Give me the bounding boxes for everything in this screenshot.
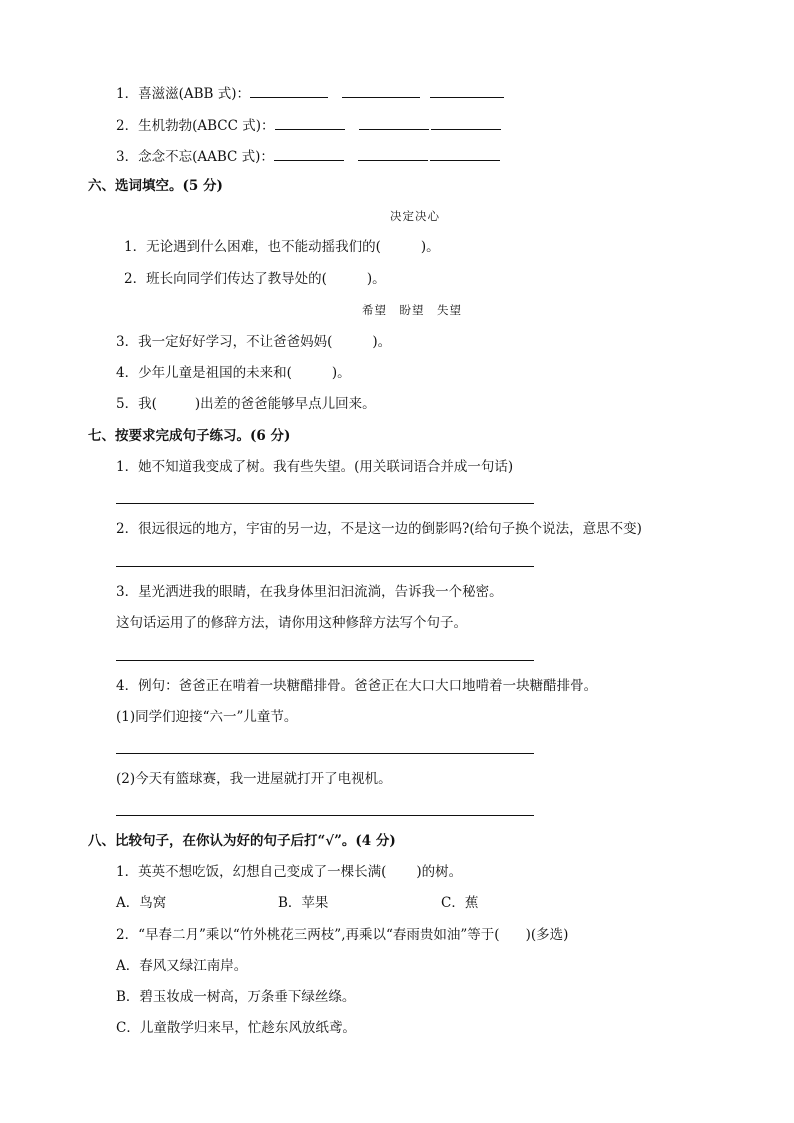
item-label: 1．喜滋滋(ABB 式)： (116, 86, 251, 102)
answer-line[interactable] (116, 660, 534, 661)
answer-blank[interactable] (358, 146, 428, 161)
question-text: 2．班长向同学们传达了教导处的( (124, 271, 327, 287)
answer-blank[interactable] (431, 115, 501, 130)
answer-line[interactable] (116, 503, 534, 504)
word-bank-a: 决定决心 (390, 209, 440, 223)
question-text: 4．少年儿童是祖国的未来和( (116, 365, 292, 381)
answer-blank[interactable] (342, 83, 420, 98)
section-6-title: 六、选词填空。(5 分) (88, 178, 223, 194)
section-8-title: 八、比较句子，在你认为好的句子后打“√”。(4 分) (88, 833, 396, 849)
item-label: 2．生机勃勃(ABCC 式)： (116, 118, 275, 134)
question-7-4-2: (2)今天有篮球赛，我一进屋就打开了电视机。 (116, 771, 392, 787)
question-7-4: 4．例句：爸爸正在啃着一块糖醋排骨。爸爸正在大口大口地啃着一块糖醋排骨。 (116, 678, 598, 694)
question-text: 1．英英不想吃饭，幻想自己变成了一棵长满( (116, 864, 387, 880)
section-7-title: 七、按要求完成句子练习。(6 分) (88, 428, 291, 444)
option-b[interactable]: B．碧玉妆成一树高，万条垂下绿丝绦。 (116, 989, 356, 1005)
option-a[interactable]: A．鸟窝 (116, 895, 167, 911)
question-7-2: 2．很远很远的地方，宇宙的另一边，不是这一边的倒影吗?(给句子换个说法，意思不变) (116, 521, 642, 537)
question-text: 5．我( (116, 396, 157, 412)
item-label: 3．念念不忘(AABC 式)： (116, 149, 274, 165)
answer-blank[interactable] (430, 83, 504, 98)
option-c[interactable]: C．儿童散学归来早，忙趁东风放纸鸢。 (116, 1020, 356, 1036)
question-text: )(多选) (525, 927, 569, 943)
abb-item (116, 83, 504, 103)
answer-blank[interactable] (250, 83, 328, 98)
question-text: )出差的爸爸能够早点儿回来。 (194, 396, 376, 412)
question-6-5 (116, 395, 376, 413)
answer-blank[interactable] (359, 115, 429, 130)
question-7-3: 3．星光洒进我的眼睛，在我身体里汩汩流淌，告诉我一个秘密。 (116, 584, 503, 600)
question-7-3-prompt: 这句话运用了的修辞方法，请你用这种修辞方法写个句子。 (116, 615, 467, 631)
question-text: )。 (331, 365, 351, 381)
option-c[interactable]: C．蕉 (441, 895, 479, 911)
answer-blank[interactable] (275, 115, 345, 130)
question-8-1 (116, 863, 462, 881)
question-text: )。 (366, 271, 386, 287)
option-b[interactable]: B．苹果 (278, 895, 329, 911)
answer-blank[interactable] (430, 146, 500, 161)
question-7-4-1: (1)同学们迎接“六一”儿童节。 (116, 709, 298, 725)
question-7-1: 1．她不知道我变成了树。我有些失望。(用关联词语合并成一句话) (116, 459, 514, 475)
question-text: )。 (420, 239, 440, 255)
answer-line[interactable] (116, 566, 534, 567)
question-text: 3．我一定好好学习，不让爸爸妈妈( (116, 334, 333, 350)
answer-line[interactable] (116, 815, 534, 816)
option-a[interactable]: A．春风又绿江南岸。 (116, 958, 248, 974)
question-text: 2．“早春二月”乘以“竹外桃花三两枝”,再乘以“春雨贵如油”等于( (116, 927, 500, 943)
question-6-2 (124, 270, 386, 288)
question-6-1 (124, 238, 440, 256)
question-8-2 (116, 926, 568, 944)
answer-line[interactable] (116, 753, 534, 754)
question-text: )的树。 (416, 864, 463, 880)
abcc-item (116, 115, 501, 135)
aabc-item (116, 146, 500, 166)
question-text: 1．无论遇到什么困难，也不能动摇我们的( (124, 239, 381, 255)
question-6-3 (116, 333, 391, 351)
word-bank-b: 希望 盼望 失望 (362, 303, 462, 317)
question-text: )。 (372, 334, 392, 350)
question-6-4 (116, 364, 351, 382)
answer-blank[interactable] (274, 146, 344, 161)
